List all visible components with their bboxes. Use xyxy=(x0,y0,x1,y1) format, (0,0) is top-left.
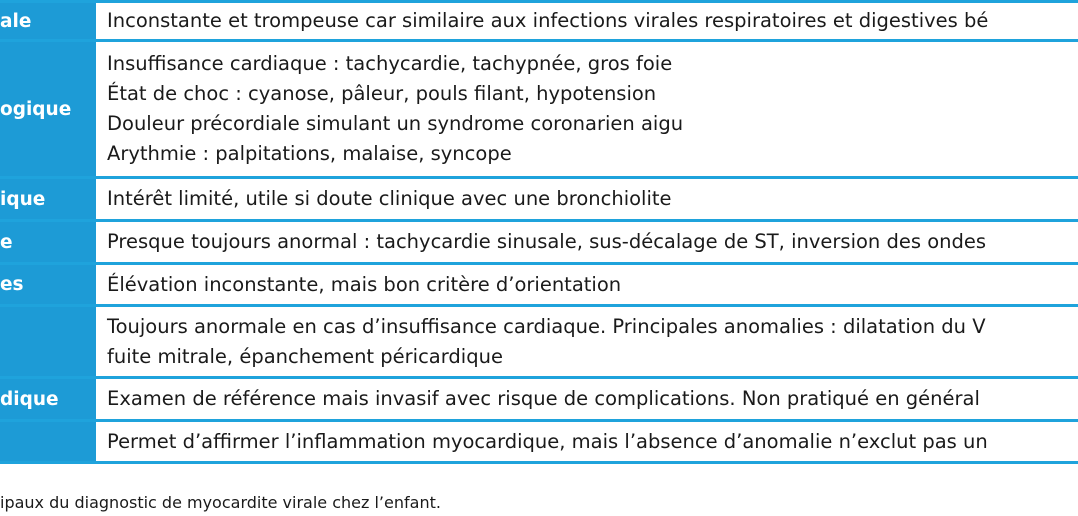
table-row xyxy=(0,265,1078,307)
row-content xyxy=(99,222,1078,262)
row-content xyxy=(99,379,1078,419)
row-text-line: Examen de référence mais invasif avec risque de complications. Non pratiqué en général xyxy=(107,387,980,410)
table-row xyxy=(0,179,1078,222)
table-row xyxy=(0,0,1078,42)
row-label: es xyxy=(0,265,96,304)
row-text-line: Élévation inconstante, mais bon critère d’orientation xyxy=(107,272,622,296)
table-row xyxy=(0,222,1078,265)
row-content xyxy=(99,179,1078,219)
row-text-line: Intérêt limité, utile si doute clinique avec une bronchiolite xyxy=(107,187,672,210)
row-content xyxy=(99,307,1078,376)
row-label xyxy=(0,422,96,461)
row-label: ogique xyxy=(0,42,96,176)
row-text-line: État de choc : cyanose, pâleur, pouls filant, hypotension xyxy=(107,82,657,105)
row-label: e xyxy=(0,222,96,262)
row-text-line: Permet d’affirmer l’inflammation myocardique, mais l’absence d’anomalie n’exclut pas un xyxy=(107,429,988,453)
row-label: dique xyxy=(0,379,96,419)
row-text-line: Douleur précordiale simulant un syndrome coronarien aigu xyxy=(107,112,684,135)
row-content xyxy=(99,42,1078,176)
row-label: ique xyxy=(0,179,96,219)
row-content xyxy=(99,422,1078,461)
row-text-line: Presque toujours anormal : tachycardie sinusale, sus-décalage de ST, inversion des ondes xyxy=(107,230,987,253)
row-text-line: Arythmie : palpitations, malaise, syncope xyxy=(107,142,512,165)
row-text-line: Inconstante et trompeuse car similaire aux infections virales respiratoires et digestives bé xyxy=(107,9,989,32)
row-text-line: fuite mitrale, épanchement péricardique xyxy=(107,344,503,368)
table-row xyxy=(0,379,1078,422)
row-content xyxy=(99,265,1078,304)
table-row xyxy=(0,42,1078,179)
row-content xyxy=(99,3,1078,39)
table-row xyxy=(0,422,1078,464)
row-text-line: Insuffisance cardiaque : tachycardie, tachypnée, gros foie xyxy=(107,52,673,75)
row-text-line: Toujours anormale en cas d’insuffisance cardiaque. Principales anomalies : dilatation du V xyxy=(107,314,986,338)
row-label xyxy=(0,307,96,376)
table-caption: ipaux du diagnostic de myocardite virale chez l’enfant. xyxy=(0,493,441,512)
table-row xyxy=(0,307,1078,379)
row-label: ale xyxy=(0,3,96,39)
